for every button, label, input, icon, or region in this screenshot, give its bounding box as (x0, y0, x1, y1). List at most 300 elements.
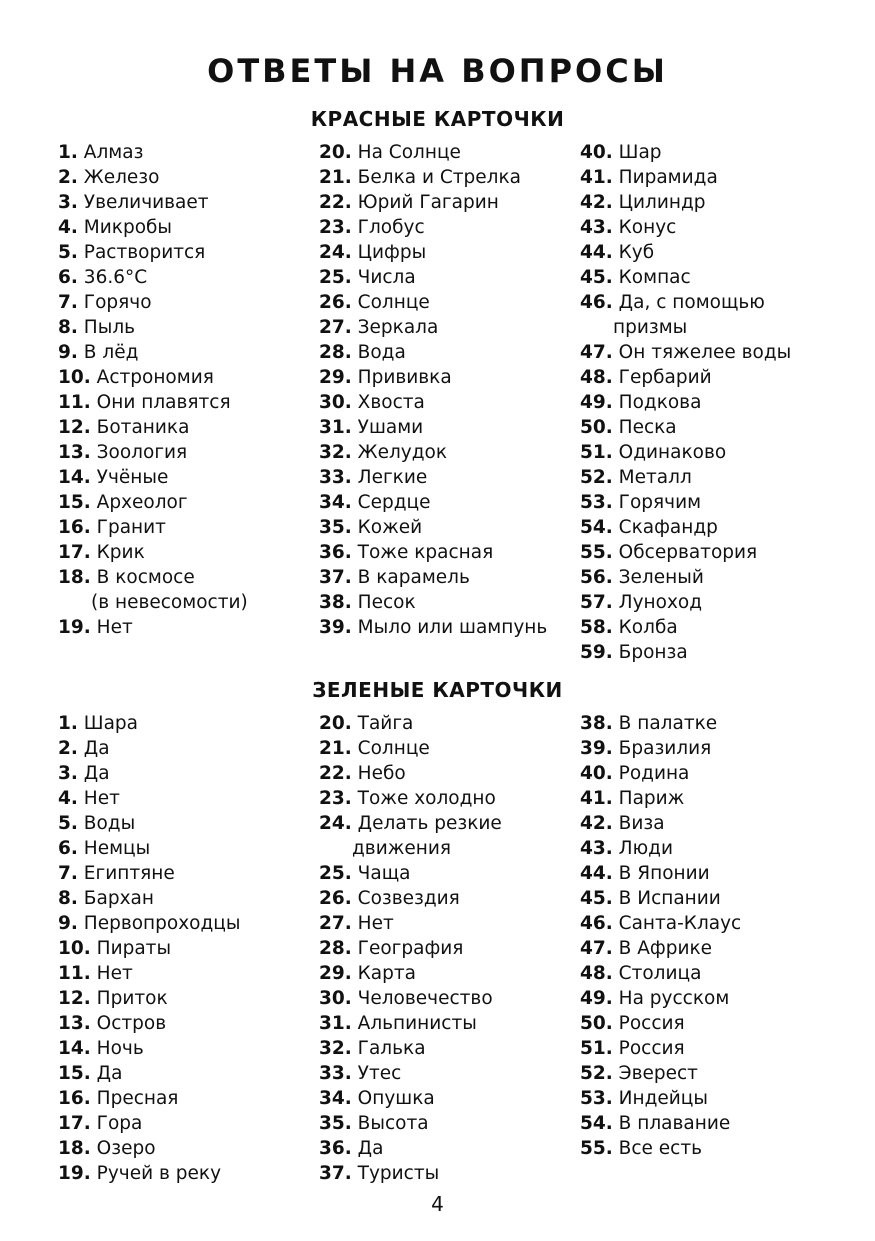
answer-number: 6. (58, 267, 78, 288)
answer-item (58, 1061, 240, 1086)
answer-text: Санта-Клаус (618, 913, 742, 934)
answer-item (319, 1136, 502, 1161)
answer-item (58, 315, 248, 340)
red-cards-heading: КРАСНЫЕ КАРТОЧКИ (310, 107, 565, 131)
answer-item (580, 240, 791, 265)
answer-item (319, 615, 547, 640)
answer-item (58, 1036, 240, 1061)
answer-text: Пираты (96, 938, 172, 959)
answer-number: 24. (319, 242, 352, 263)
answer-item (58, 1111, 240, 1136)
answer-text: Зеркала (357, 317, 439, 338)
answer-item (58, 961, 240, 986)
answer-number: 8. (58, 888, 78, 909)
answer-text: Микробы (83, 217, 173, 238)
answer-number: 51. (580, 442, 613, 463)
answer-item (58, 490, 248, 515)
answer-number: 51. (580, 1038, 613, 1059)
answer-item (580, 811, 741, 836)
answer-number: 31. (319, 417, 352, 438)
answer-text: Обсерватория (618, 542, 758, 563)
answer-text: Зоология (96, 442, 188, 463)
answer-text: Карта (357, 963, 416, 984)
answer-text: Растворится (83, 242, 206, 263)
answer-text: Париж (618, 788, 685, 809)
answer-item (58, 786, 240, 811)
answer-number: 54. (580, 1113, 613, 1134)
answer-number: 27. (319, 317, 352, 338)
answer-item (319, 465, 547, 490)
answer-number: 36. (319, 1138, 352, 1159)
answer-item (58, 1086, 240, 1111)
answer-item (319, 515, 547, 540)
answer-text: Учёные (96, 467, 169, 488)
answer-text: Тоже холодно (357, 788, 496, 809)
answer-number: 18. (58, 1138, 91, 1159)
answer-item (319, 1161, 502, 1186)
answer-number: 37. (319, 1163, 352, 1184)
answer-text: Металл (618, 467, 692, 488)
answer-number: 31. (319, 1013, 352, 1034)
answer-number: 23. (319, 788, 352, 809)
answer-text: Человечество (357, 988, 493, 1009)
answer-item (58, 340, 248, 365)
answer-text: Тоже красная (357, 542, 494, 563)
answer-number: 5. (58, 813, 78, 834)
answer-number: 41. (580, 167, 613, 188)
answer-item (580, 861, 741, 886)
answer-text: Луноход (618, 592, 703, 613)
answer-text: В космосе (96, 567, 195, 588)
answer-text: Кожей (357, 517, 423, 538)
answer-number: 1. (58, 713, 78, 734)
answer-text: Нет (357, 913, 394, 934)
answer-number: 40. (580, 763, 613, 784)
answer-number: 7. (58, 863, 78, 884)
answer-item (58, 140, 248, 165)
answer-number: 52. (580, 1063, 613, 1084)
answer-text: Колба (618, 617, 678, 638)
answer-number: 30. (319, 392, 352, 413)
answer-text: В Японии (618, 863, 710, 884)
answer-number: 58. (580, 617, 613, 638)
answer-item (319, 565, 547, 590)
answer-number: 17. (58, 1113, 91, 1134)
answer-number: 4. (58, 788, 78, 809)
answer-item (58, 215, 248, 240)
answer-number: 19. (58, 1163, 91, 1184)
answer-number: 1. (58, 142, 78, 163)
answer-text: Нет (83, 788, 120, 809)
answer-text: Россия (618, 1013, 685, 1034)
answer-number: 48. (580, 367, 613, 388)
answer-text: Все есть (618, 1138, 703, 1159)
answer-text: Сердце (357, 492, 431, 513)
answer-item (580, 390, 791, 415)
answer-text: Горячим (618, 492, 702, 513)
answer-item (319, 1086, 502, 1111)
page-title: ОТВЕТЫ НА ВОПРОСЫ (207, 52, 668, 90)
answer-text: Да (357, 1138, 384, 1159)
answer-number: 32. (319, 1038, 352, 1059)
answer-item (580, 1136, 741, 1161)
answer-number: 45. (580, 267, 613, 288)
answer-text: Утес (357, 1063, 402, 1084)
answer-text: Виза (618, 813, 665, 834)
answer-item (58, 390, 248, 415)
page-number: 4 (431, 1192, 444, 1216)
answer-number: 56. (580, 567, 613, 588)
red-answers-column-1 (58, 140, 248, 640)
answer-item (580, 1111, 741, 1136)
answer-item (319, 240, 547, 265)
answer-number: 21. (319, 738, 352, 759)
answer-number: 45. (580, 888, 613, 909)
answer-text: Столица (618, 963, 702, 984)
answer-item (58, 911, 240, 936)
answer-item (319, 415, 547, 440)
answer-text: Галька (357, 1038, 426, 1059)
answer-text: Скафандр (618, 517, 718, 538)
answer-text: В карамель (357, 567, 470, 588)
answer-item (58, 936, 240, 961)
answer-number: 2. (58, 738, 78, 759)
answer-text: Остров (96, 1013, 167, 1034)
answer-number: 35. (319, 1113, 352, 1134)
red-answers-column-2 (319, 140, 547, 640)
answer-item (58, 515, 248, 540)
answer-item (580, 165, 791, 190)
answer-number: 34. (319, 492, 352, 513)
answer-text: Глобус (357, 217, 425, 238)
answer-number: 27. (319, 913, 352, 934)
answer-number: 9. (58, 342, 78, 363)
answer-item (319, 365, 547, 390)
answer-text: Эверест (618, 1063, 698, 1084)
answer-text: Чаща (357, 863, 411, 884)
answer-text: Первопроходцы (83, 913, 241, 934)
answer-text: Железо (83, 167, 160, 188)
answer-text: Люди (618, 838, 673, 859)
answer-text: Хвоста (357, 392, 425, 413)
answer-number: 49. (580, 392, 613, 413)
answer-number: 42. (580, 192, 613, 213)
answer-item (580, 961, 741, 986)
answer-text: Шара (83, 713, 138, 734)
answer-number: 16. (58, 517, 91, 538)
answer-number: 22. (319, 192, 352, 213)
answer-item (580, 365, 791, 390)
answer-number: 13. (58, 1013, 91, 1034)
answer-number: 52. (580, 467, 613, 488)
answer-text: Археолог (96, 492, 188, 513)
answer-item (580, 515, 791, 540)
answer-item (580, 615, 791, 640)
answer-text: Горячо (83, 292, 152, 313)
answer-text-continuation: движения (352, 838, 452, 859)
answer-number: 7. (58, 292, 78, 313)
answer-item (58, 861, 240, 886)
answer-item (319, 540, 547, 565)
answer-item (319, 440, 547, 465)
answer-text: Солнце (357, 738, 430, 759)
answer-text: Солнце (357, 292, 430, 313)
answer-item (58, 190, 248, 215)
answer-item (58, 565, 248, 615)
answer-text: Гора (96, 1113, 143, 1134)
answer-number: 44. (580, 863, 613, 884)
answer-item (319, 1111, 502, 1136)
answer-text: Мыло или шампунь (357, 617, 548, 638)
answer-text: Россия (618, 1038, 685, 1059)
answer-number: 11. (58, 963, 91, 984)
answer-number: 14. (58, 1038, 91, 1059)
answer-number: 38. (580, 713, 613, 734)
answer-item (58, 265, 248, 290)
answer-text: Белка и Стрелка (357, 167, 522, 188)
answer-text: Вода (357, 342, 406, 363)
answer-text: Одинаково (618, 442, 727, 463)
answer-text: Алмаз (83, 142, 144, 163)
answer-text: Небо (357, 763, 406, 784)
answer-number: 29. (319, 367, 352, 388)
answer-item (580, 540, 791, 565)
answer-text: Ручей в реку (96, 1163, 222, 1184)
answer-number: 46. (580, 292, 613, 313)
answer-text: В лёд (83, 342, 139, 363)
answer-item (319, 315, 547, 340)
answer-item (319, 165, 547, 190)
answer-item (580, 1086, 741, 1111)
answer-number: 28. (319, 938, 352, 959)
answer-text: Приток (96, 988, 168, 1009)
answer-item (580, 465, 791, 490)
answer-text: Тайга (357, 713, 414, 734)
answer-item (58, 986, 240, 1011)
answer-number: 19. (58, 617, 91, 638)
answer-number: 47. (580, 938, 613, 959)
answer-text: Он тяжелее воды (618, 342, 792, 363)
answer-number: 46. (580, 913, 613, 934)
answer-item (580, 786, 741, 811)
answer-text: Озеро (96, 1138, 156, 1159)
answer-number: 16. (58, 1088, 91, 1109)
answer-text: Зеленый (618, 567, 704, 588)
answer-number: 33. (319, 467, 352, 488)
answer-number: 54. (580, 517, 613, 538)
answer-item (58, 365, 248, 390)
answer-text: Астрономия (96, 367, 214, 388)
answer-text: На русском (618, 988, 730, 1009)
answer-item (580, 140, 791, 165)
answer-number: 9. (58, 913, 78, 934)
answer-item (580, 736, 741, 761)
answer-text: Увеличивает (83, 192, 209, 213)
answer-item (580, 911, 741, 936)
answer-number: 15. (58, 1063, 91, 1084)
answer-number: 50. (580, 417, 613, 438)
answer-item (58, 440, 248, 465)
answer-item (319, 590, 547, 615)
answer-number: 5. (58, 242, 78, 263)
answer-number: 23. (319, 217, 352, 238)
answer-item (319, 1036, 502, 1061)
answer-text: Да, с помощью (618, 292, 765, 313)
answer-text: Нет (96, 617, 133, 638)
answer-text: Конус (618, 217, 677, 238)
answer-text: География (357, 938, 464, 959)
answer-item (58, 1161, 240, 1186)
answer-item (58, 240, 248, 265)
answer-number: 53. (580, 492, 613, 513)
answer-item (580, 190, 791, 215)
answer-item (58, 540, 248, 565)
answer-number: 50. (580, 1013, 613, 1034)
answer-item (58, 1136, 240, 1161)
answer-item (319, 936, 502, 961)
answer-text: Гранит (96, 517, 166, 538)
answer-item (319, 490, 547, 515)
green-cards-heading: ЗЕЛЕНЫЕ КАРТОЧКИ (312, 678, 563, 702)
answer-item (58, 415, 248, 440)
answer-item (319, 390, 547, 415)
answer-number: 4. (58, 217, 78, 238)
answer-number: 49. (580, 988, 613, 1009)
answer-item (580, 836, 741, 861)
answer-number: 32. (319, 442, 352, 463)
answer-text: Ночь (96, 1038, 144, 1059)
answer-item (580, 886, 741, 911)
answer-number: 26. (319, 888, 352, 909)
answer-text: На Солнце (357, 142, 461, 163)
answer-item (580, 711, 741, 736)
answer-number: 10. (58, 367, 91, 388)
answer-number: 43. (580, 217, 613, 238)
answer-text: Желудок (357, 442, 448, 463)
answer-item (580, 340, 791, 365)
answer-text: Пыль (83, 317, 136, 338)
answer-number: 20. (319, 142, 352, 163)
answer-number: 48. (580, 963, 613, 984)
answer-text: Легкие (357, 467, 428, 488)
answer-number: 34. (319, 1088, 352, 1109)
answer-number: 40. (580, 142, 613, 163)
answer-number: 57. (580, 592, 613, 613)
answer-item (319, 986, 502, 1011)
green-answers-column-3 (580, 711, 741, 1161)
green-answers-column-1 (58, 711, 240, 1186)
answer-item (58, 711, 240, 736)
answer-number: 6. (58, 838, 78, 859)
answer-number: 11. (58, 392, 91, 413)
answer-number: 14. (58, 467, 91, 488)
answer-number: 26. (319, 292, 352, 313)
answer-text: Юрий Гагарин (357, 192, 499, 213)
answer-number: 59. (580, 642, 613, 663)
answer-text: В палатке (618, 713, 718, 734)
answer-text: Ушами (357, 417, 424, 438)
red-answers-column-3 (580, 140, 791, 665)
answer-number: 25. (319, 863, 352, 884)
answer-item (319, 290, 547, 315)
answer-item (580, 590, 791, 615)
answer-text: Цилиндр (618, 192, 706, 213)
answer-number: 55. (580, 1138, 613, 1159)
answer-number: 29. (319, 963, 352, 984)
answer-number: 53. (580, 1088, 613, 1109)
answer-number: 39. (319, 617, 352, 638)
answer-text: Песка (618, 417, 677, 438)
answer-text: Да (83, 738, 110, 759)
answer-item (580, 1011, 741, 1036)
answer-item (580, 415, 791, 440)
answer-number: 20. (319, 713, 352, 734)
answer-item (319, 761, 502, 786)
answer-item (319, 215, 547, 240)
answer-text: Немцы (83, 838, 151, 859)
answer-item (319, 1061, 502, 1086)
answer-text: Индейцы (618, 1088, 709, 1109)
answer-text: Они плавятся (96, 392, 231, 413)
answer-item (319, 340, 547, 365)
answer-item (319, 1011, 502, 1036)
green-answers-column-2 (319, 711, 502, 1186)
answer-number: 36. (319, 542, 352, 563)
answer-text: Родина (618, 763, 690, 784)
answer-item (319, 861, 502, 886)
answer-number: 42. (580, 813, 613, 834)
answer-item (319, 811, 502, 861)
answer-item (58, 465, 248, 490)
answer-item (580, 986, 741, 1011)
answer-number: 12. (58, 988, 91, 1009)
answer-text: Пирамида (618, 167, 718, 188)
answer-item (319, 140, 547, 165)
answer-item (580, 290, 791, 340)
answer-text: Бразилия (618, 738, 712, 759)
answer-text: Песок (357, 592, 416, 613)
answer-number: 24. (319, 813, 352, 834)
answer-text: В Африке (618, 938, 713, 959)
answer-text: Прививка (357, 367, 452, 388)
answer-text: Египтяне (83, 863, 175, 884)
answer-number: 35. (319, 517, 352, 538)
answer-text: Пресная (96, 1088, 179, 1109)
answer-item (58, 761, 240, 786)
answer-number: 47. (580, 342, 613, 363)
answer-number: 33. (319, 1063, 352, 1084)
answer-item (580, 565, 791, 590)
answer-number: 3. (58, 763, 78, 784)
answer-text: Подкова (618, 392, 702, 413)
answer-text: Туристы (357, 1163, 440, 1184)
answer-number: 12. (58, 417, 91, 438)
answer-item (580, 1036, 741, 1061)
answer-number: 43. (580, 838, 613, 859)
answer-item (58, 811, 240, 836)
answer-item (580, 761, 741, 786)
answer-text: Компас (618, 267, 691, 288)
answer-item (58, 836, 240, 861)
answer-text: 36.6°C (83, 267, 148, 288)
answer-item (580, 215, 791, 240)
answer-item (319, 190, 547, 215)
answer-item (319, 265, 547, 290)
answer-item (58, 290, 248, 315)
answer-text: Шар (618, 142, 662, 163)
answer-text: Гербарий (618, 367, 712, 388)
answer-number: 18. (58, 567, 91, 588)
